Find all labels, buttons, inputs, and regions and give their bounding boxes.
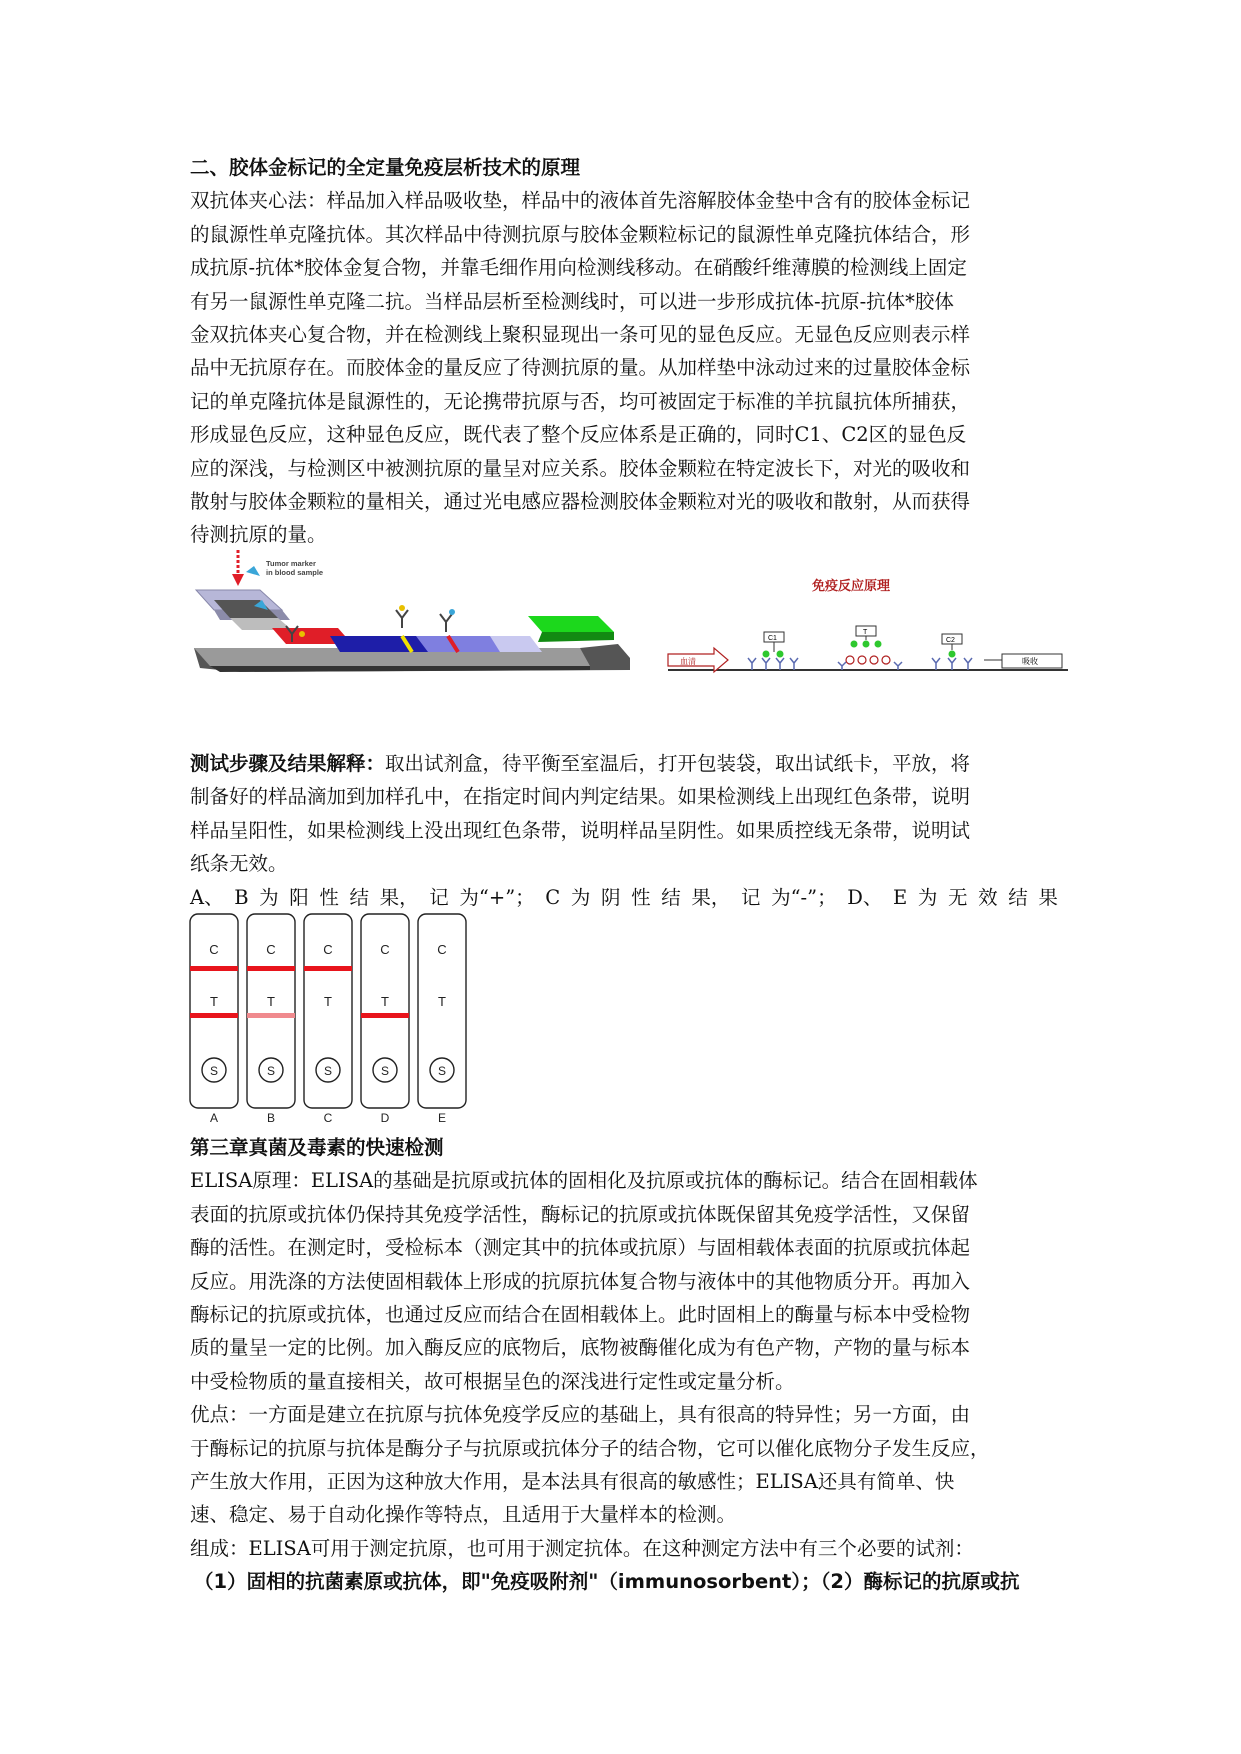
chapter-3-title: 第三章真菌及毒素的快速检测 — [190, 1136, 444, 1159]
absorb-label: 吸收 — [1022, 657, 1038, 666]
paragraph-line: 优点：一方面是建立在抗原与抗体免疫学反应的基础上，具有很高的特异性；另一方面，由 — [190, 1403, 971, 1427]
control-label: C — [209, 942, 219, 957]
antigen-shape — [246, 566, 260, 576]
paragraph-line: 反应。用洗涤的方法使固相载体上形成的抗原抗体复合物与液体中的其他物质分开。再加入 — [190, 1269, 971, 1293]
test-steps-first-text: 取出试剂盒，待平衡至室温后，打开包装袋，取出试纸卡，平放，将 — [385, 752, 971, 775]
c1-antibodies — [748, 658, 798, 670]
test-strip-figure — [190, 548, 640, 680]
test-label: T — [438, 994, 446, 1009]
result-strips-figure — [188, 910, 478, 1124]
test-band-weak — [247, 1013, 295, 1018]
result-token: 性 — [319, 885, 339, 909]
test-strip-b — [247, 914, 295, 1124]
test-strip-c — [304, 914, 352, 1124]
paragraph-line: 品中无抗原存在。而胶体金的量反应了待测抗原的量。从加样垫中泳动过来的过量胶体金标 — [190, 356, 971, 380]
t-label: T — [863, 629, 868, 636]
control-band — [304, 966, 352, 971]
result-token: 阳 — [289, 885, 309, 909]
result-token: 记 — [740, 885, 761, 909]
test-band — [190, 1013, 238, 1018]
c1-label: C1 — [768, 635, 777, 642]
paragraph-line: 待测抗原的量。 — [190, 523, 327, 547]
paragraph-line: 散射与胶体金颗粒的量相关，通过光电感应器检测胶体金颗粒对光的吸收和散射，从而获得 — [190, 490, 971, 514]
result-token: 为“-”； — [771, 885, 837, 909]
result-token: 为 — [917, 885, 938, 909]
paragraph-line: 表面的抗原或抗体仍保持其免疫学活性，酶标记的抗原或抗体既保留其免疫学活性，又保留 — [190, 1202, 971, 1226]
test-steps-label: 测试步骤及结果解释： — [190, 752, 386, 775]
control-label: C — [323, 942, 333, 957]
result-token: 果 — [1038, 885, 1058, 909]
c2-label: C2 — [946, 637, 955, 644]
test-steps-section — [190, 747, 1058, 914]
t-antigens — [846, 656, 890, 664]
result-token: 无 — [947, 885, 968, 909]
t-particles — [851, 641, 882, 648]
c1-particles — [763, 651, 784, 658]
paragraph-line: 制备好的样品滴加到加样孔中，在指定时间内判定结果。如果检测线上出现红色条带，说明 — [190, 785, 971, 809]
result-token: 为 — [259, 885, 279, 909]
composition-line: 组成：ELISA可用于测定抗原，也可用于测定抗体。在这种测定方法中有三个必要的试剂： — [190, 1536, 974, 1560]
result-token: A、 — [190, 885, 224, 909]
result-token: 为“+”； — [459, 885, 535, 909]
result-token: 阴 — [600, 885, 621, 909]
c2-particle — [949, 651, 956, 658]
section-2-title: 二、胶体金标记的全定量免疫层析技术的原理 — [190, 156, 581, 179]
paragraph-line: 速、稳定、易于自动化操作等特点，且适用于大量样本的检测。 — [190, 1503, 737, 1527]
paragraph-line: 酶的活性。在测定时，受检标本（测定其中的抗体或抗原）与固相载体表面的抗原或抗体起 — [190, 1236, 971, 1260]
strip-label-1: Tumor marker — [266, 559, 316, 568]
paragraph-line: 产生放大作用，正因为这种放大作用，是本法具有很高的敏感性；ELISA还具有简单、快 — [190, 1470, 955, 1494]
result-token: B — [234, 885, 249, 909]
test-steps-first-line — [190, 747, 1058, 780]
sample-well-label: S — [437, 1064, 447, 1078]
c2-antibodies — [932, 658, 972, 670]
paragraph-line: ELISA原理：ELISA的基础是抗原或抗体的固相化及抗原或抗体的酶标记。结合在固相载体 — [190, 1169, 978, 1193]
result-token: 结 — [1008, 885, 1028, 909]
result-token: 记 — [429, 885, 449, 909]
reagents-bold-line: （1）固相的抗菌素原或抗体，即"免疫吸附剂"（immunosorbent）；（2）酶标记的抗原或抗 — [194, 1570, 1020, 1594]
strip-label-2: in blood sample — [266, 568, 324, 577]
strip-letter: A — [209, 1111, 219, 1124]
gold-particle-2 — [399, 605, 405, 611]
test-label: T — [324, 994, 332, 1009]
result-token: 结 — [661, 885, 681, 909]
paragraph-line: 应的深浅，与检测区中被测抗原的量呈对应关系。胶体金颗粒在特定波长下，对光的吸收和 — [190, 456, 971, 480]
result-token: 结 — [349, 885, 370, 909]
sample-well-label: S — [209, 1064, 219, 1078]
sample-well-label: S — [266, 1064, 276, 1078]
control-label: C — [380, 942, 390, 957]
paragraph-line: 质的量呈一定的比例。加入酶反应的底物后，底物被酶催化成为有色产物，产物的量与标本 — [190, 1336, 971, 1360]
test-strip-a — [190, 914, 238, 1124]
paragraph-line: 中受检物质的量直接相关，故可根据呈色的深浅进行定性或定量分析。 — [190, 1369, 795, 1393]
elisa-principle-paragraph — [190, 1164, 1058, 1398]
sample-well-label: S — [323, 1064, 333, 1078]
section-2-paragraph — [190, 184, 1058, 551]
chapter-3 — [190, 1131, 1058, 1599]
advantages-paragraph — [190, 1398, 1058, 1532]
paragraph-line: 形成显色反应，这种显色反应，既代表了整个反应体系是正确的，同时C1、C2区的显色反 — [190, 423, 967, 447]
result-token: 果， — [691, 885, 731, 909]
test-label: T — [381, 994, 389, 1009]
result-token: C — [545, 885, 561, 909]
test-strip-e — [418, 914, 466, 1124]
result-token: 效 — [978, 885, 998, 909]
gold-particle — [299, 631, 305, 637]
paragraph-line: 纸条无效。 — [190, 852, 288, 876]
absorbent-pad-edge — [538, 632, 614, 642]
paragraph-line: 于酶标记的抗原与抗体是酶分子与抗原或抗体分子的结合物，它可以催化底物分子发生反应， — [190, 1436, 990, 1460]
paragraph-line: 记的单克隆抗体是鼠源性的，无论携带抗原与否，均可被固定于标准的羊抗鼠抗体所捕获， — [190, 389, 971, 413]
serum-label: 血清 — [680, 657, 696, 666]
test-band — [361, 1013, 409, 1018]
drop-arrow-head — [232, 574, 244, 586]
antigen-dot — [449, 609, 455, 615]
strip-letter: D — [380, 1111, 390, 1124]
serum-arrow — [668, 648, 728, 672]
paragraph-line: 有另一鼠源性单克隆二抗。当样品层析至检测线时，可以进一步形成抗体-抗原-抗体*胶体 — [190, 289, 954, 313]
result-token: 为 — [570, 885, 591, 909]
control-band — [190, 966, 238, 971]
control-label: C — [437, 942, 447, 957]
test-steps-paragraph — [190, 780, 1058, 880]
absorbent-pad — [528, 616, 614, 632]
sample-well-label: S — [380, 1064, 390, 1078]
immune-reaction-figure — [662, 568, 1072, 680]
test-strip-d — [361, 914, 409, 1124]
paragraph-line: 成抗原-抗体*胶体金复合物，并靠毛细作用向检测线移动。在硝酸纤维薄膜的检测线上固定 — [190, 256, 967, 280]
result-token: 性 — [631, 885, 651, 909]
paragraph-line: 双抗体夹心法：样品加入样品吸收垫，样品中的液体首先溶解胶体金垫中含有的胶体金标记 — [190, 189, 971, 213]
paragraph-line: 样品呈阳性，如果检测线上没出现红色条带，说明样品呈阴性。如果质控线无条带，说明试 — [190, 818, 971, 842]
control-band — [247, 966, 295, 971]
result-token: E — [892, 885, 908, 909]
control-label: C — [266, 942, 276, 957]
strip-letter: B — [266, 1111, 276, 1124]
paragraph-line: 酶标记的抗原或抗体，也通过反应而结合在固相载体上。此时固相上的酶量与标本中受检物 — [190, 1303, 971, 1327]
test-label: T — [267, 994, 275, 1009]
immune-figure-title: 免疫反应原理 — [812, 578, 891, 593]
strip-letter: C — [323, 1111, 333, 1124]
paragraph-line: 金双抗体夹心复合物，并在检测线上聚积显现出一条可见的显色反应。无显色反应则表示样 — [190, 323, 971, 347]
paragraph-line: 的鼠源性单克隆抗体。其次样品中待测抗原与胶体金颗粒标记的鼠源性单克隆抗体结合，形 — [190, 222, 971, 246]
section-2 — [190, 151, 1058, 552]
test-label: T — [210, 994, 218, 1009]
strip-letter: E — [437, 1111, 447, 1124]
result-token: D、 — [847, 885, 883, 909]
nc-membrane-light — [416, 636, 502, 652]
result-token: 果， — [379, 885, 419, 909]
